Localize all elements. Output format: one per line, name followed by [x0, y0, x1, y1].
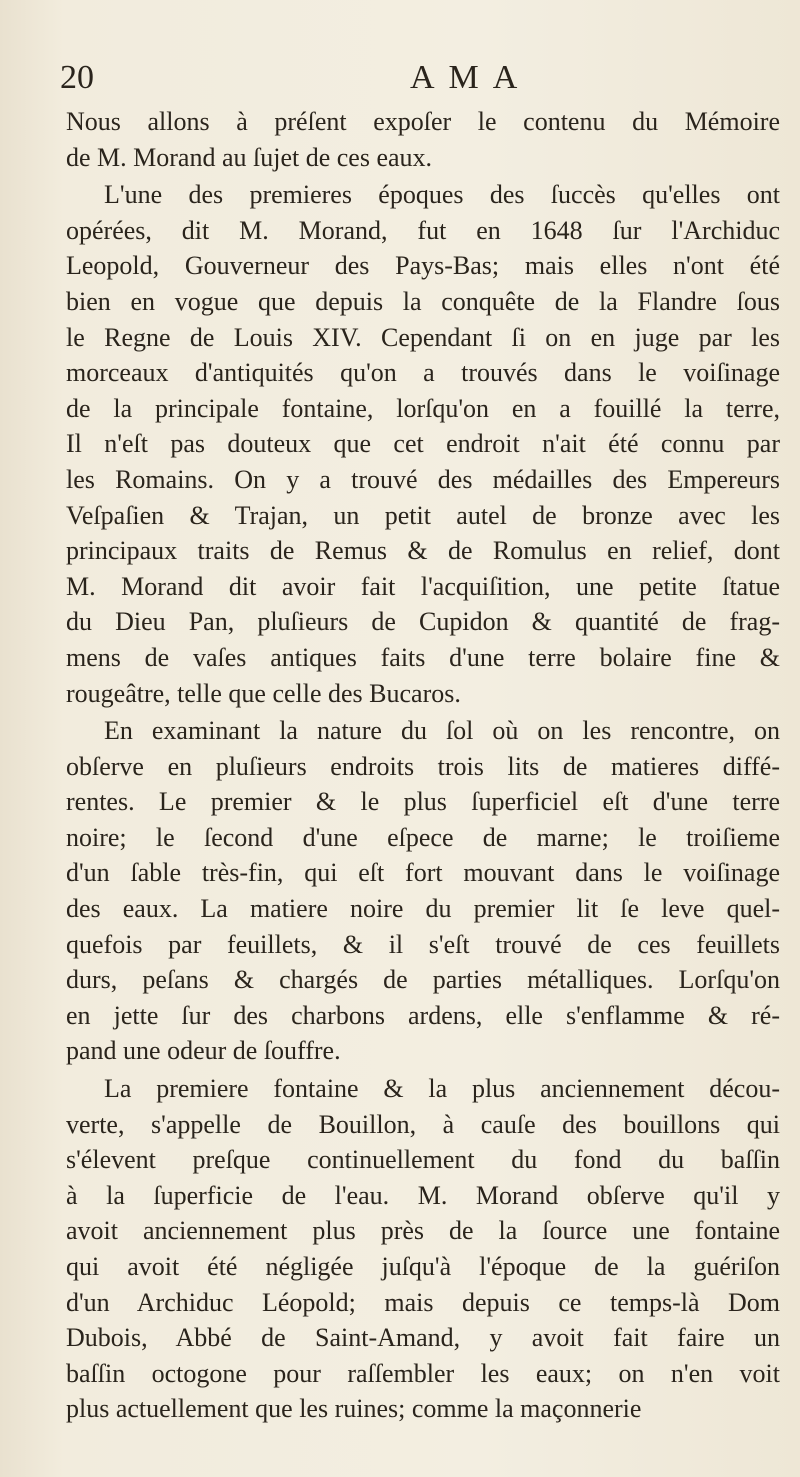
- text-line: noire; le ſecond d'une eſpece de marne; le troiſieme: [66, 822, 780, 852]
- text-line: M. Morand dit avoir fait l'acquiſition, une petite ſtatue: [66, 571, 780, 601]
- body-text: [66, 104, 780, 1427]
- text-line: de M. Morand au ſujet de ces eaux.: [66, 142, 433, 172]
- text-line: des eaux. La matiere noire du premier lit ſe leve quel-: [66, 894, 780, 924]
- text-line: opérées, dit M. Morand, fut en 1648 ſur l'Archiduc: [66, 215, 780, 245]
- text-line: baſſin octogone pour raſſembler les eaux; on n'en voit: [66, 1358, 780, 1388]
- text-line: en jette ſur des charbons ardens, elle s'enflamme & ré-: [66, 1000, 780, 1030]
- text-line: mens de vaſes antiques faits d'une terre bolaire fine &: [66, 642, 780, 672]
- text-line: à la ſuperficie de l'eau. M. Morand obſerve qu'il y: [66, 1180, 780, 1210]
- text-line: quefois par feuillets, & il s'eſt trouvé de ces feuillets: [66, 929, 780, 959]
- text-line: Nous allons à préſent expoſer le contenu du Mémoire: [66, 107, 780, 136]
- text-line: morceaux d'antiquités qu'on a trouvés dans le voiſinage: [66, 358, 780, 388]
- text-line: du Dieu Pan, pluſieurs de Cupidon & quantité de frag-: [66, 607, 780, 637]
- text-line: Veſpaſien & Trajan, un petit autel de bronze avec les: [66, 500, 780, 530]
- text-line: Il n'eſt pas douteux que cet endroit n'ait été connu par: [66, 429, 780, 459]
- text-line: Leopold, Gouverneur des Pays-Bas; mais elles n'ont été: [66, 251, 780, 281]
- text-line: verte, s'appelle de Bouillon, à cauſe des bouillons qui: [66, 1109, 780, 1139]
- text-line: d'un Archiduc Léopold; mais depuis ce temps-là Dom: [66, 1287, 780, 1317]
- page-number: 20: [60, 59, 94, 96]
- text-line: d'un ſable très-fin, qui eſt fort mouvant dans le voiſinage: [66, 858, 780, 888]
- text-line: pand une odeur de ſouffre.: [66, 1036, 341, 1066]
- text-line: s'élevent preſque continuellement du fond du baſſin: [66, 1145, 780, 1175]
- text-line: le Regne de Louis XIV. Cependant ſi on en juge par les: [66, 322, 780, 352]
- text-line: durs, peſans & chargés de parties métalliques. Lorſqu'on: [66, 965, 780, 995]
- text-line: plus actuellement que les ruines; comme la maçonnerie: [66, 1394, 642, 1424]
- running-head: AMA: [410, 59, 532, 96]
- text-line: bien en vogue que depuis la conquête de la Flandre ſous: [66, 286, 780, 316]
- text-line: de la principale fontaine, lorſqu'on en a fouillé la terre,: [66, 393, 780, 423]
- page-header: [60, 58, 780, 98]
- text-line: principaux traits de Remus & de Romulus en relief, dont: [66, 536, 780, 566]
- text-line: les Romains. On y a trouvé des médailles des Empereurs: [66, 464, 780, 494]
- text-line: La premiere fontaine & la plus anciennement décou-: [104, 1074, 780, 1104]
- text-line: obſerve en pluſieurs endroits trois lits de matieres diffé-: [66, 751, 780, 781]
- text-line: qui avoit été négligée juſqu'à l'époque de la guériſon: [66, 1252, 780, 1281]
- text-line: rougeâtre, telle que celle des Bucaros.: [66, 678, 461, 708]
- text-line: avoit anciennement plus près de la ſource une fontaine: [66, 1216, 780, 1246]
- text-line: L'une des premieres époques des ſuccès qu'elles ont: [104, 180, 780, 210]
- text-line: rentes. Le premier & le plus ſuperficiel eſt d'une terre: [66, 787, 780, 817]
- text-line: En examinant la nature du ſol où on les rencontre, on: [104, 716, 780, 746]
- text-line: Dubois, Abbé de Saint-Amand, y avoit fait faire un: [66, 1323, 780, 1353]
